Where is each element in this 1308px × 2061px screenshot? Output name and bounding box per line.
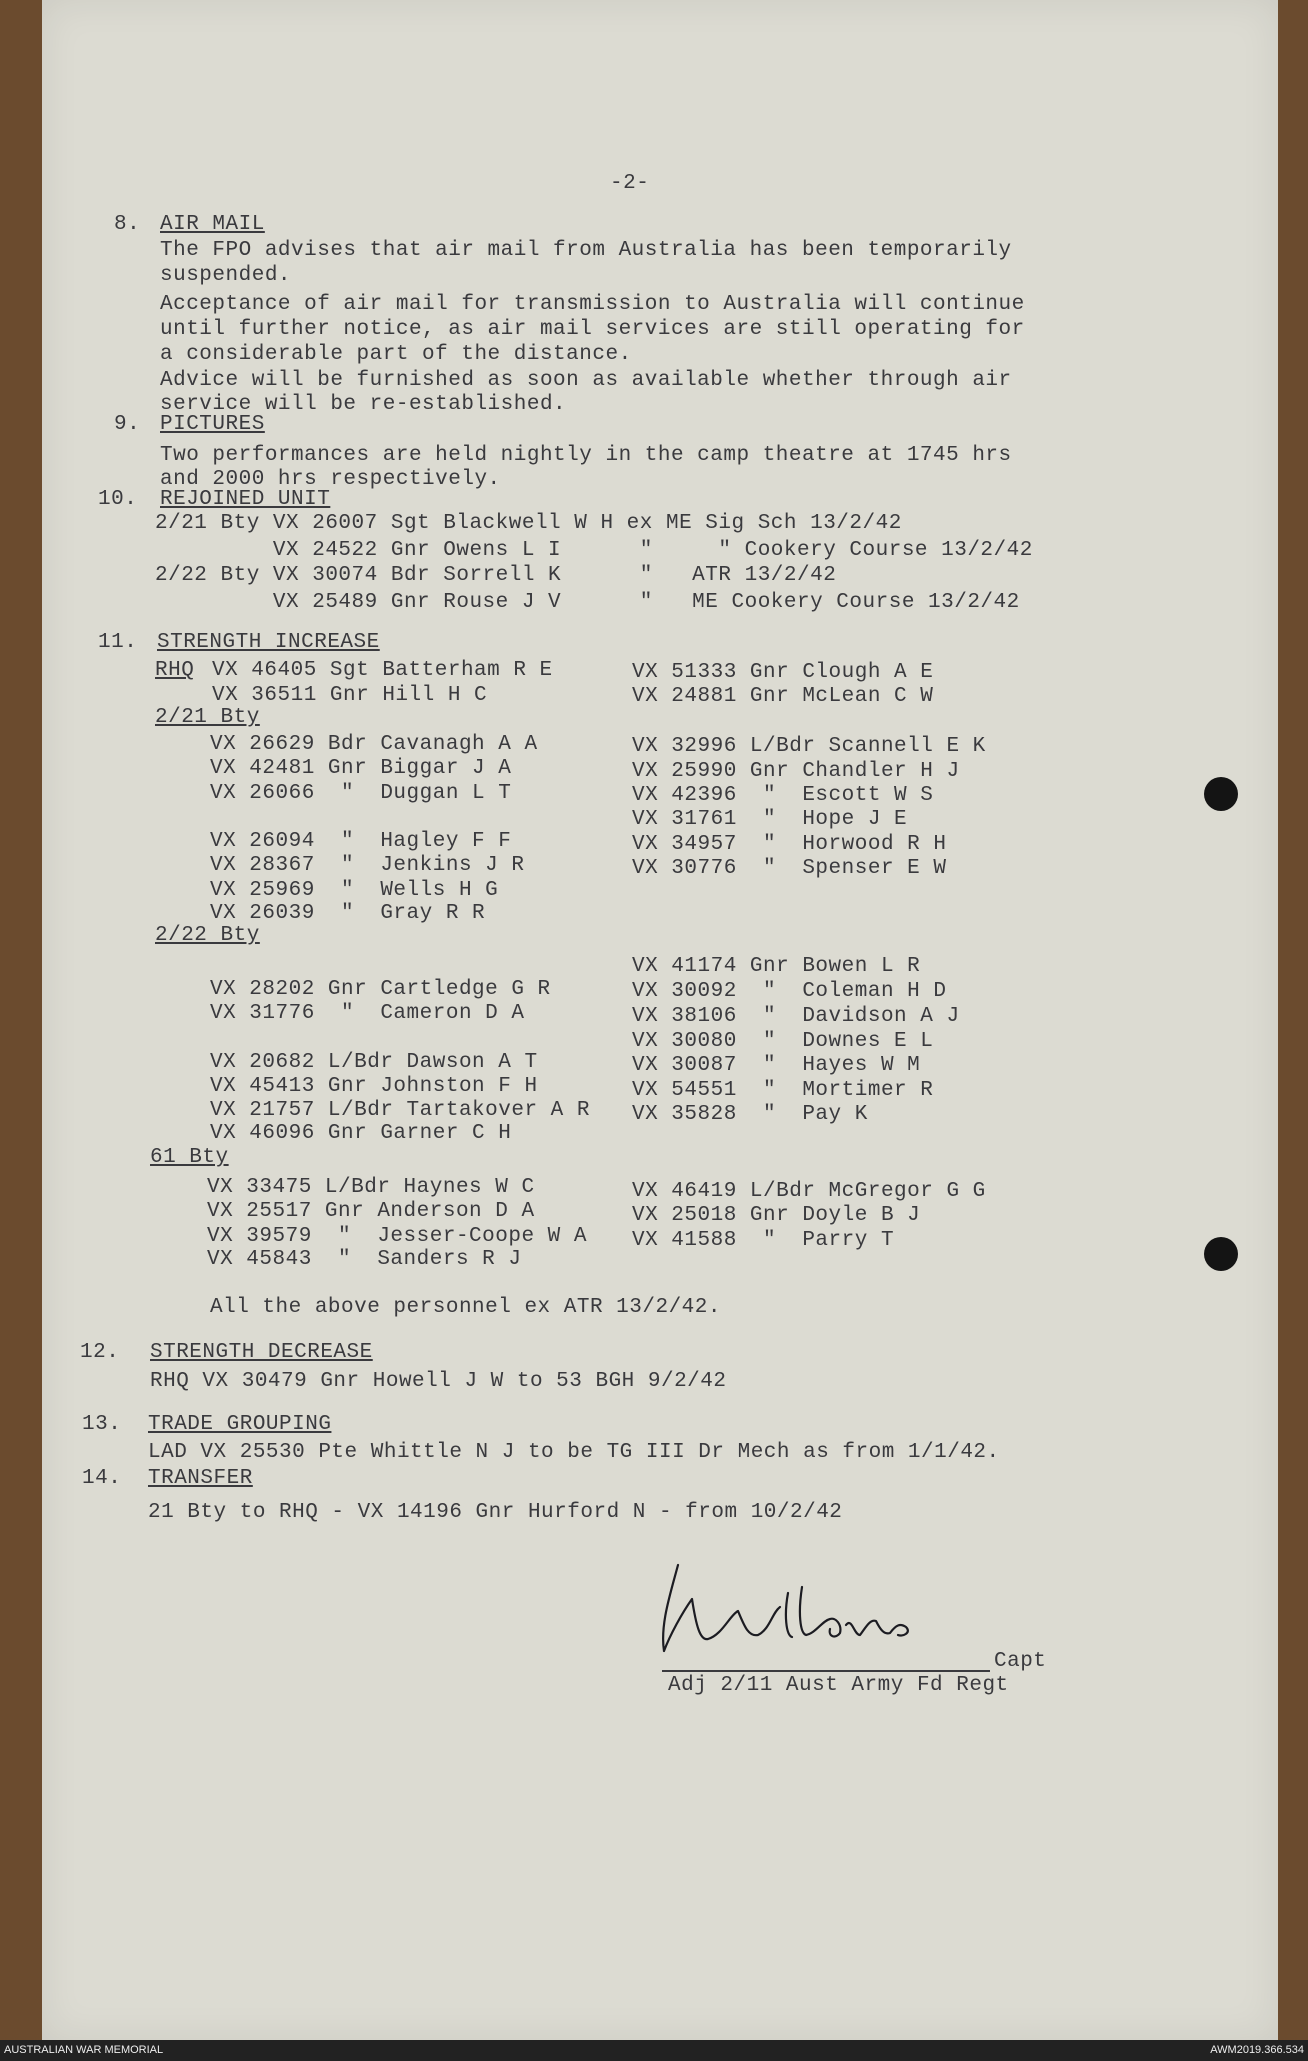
personnel-entry: VX 42396 " Escott W S [632, 784, 934, 807]
personnel-entry: VX 20682 L/Bdr Dawson A T [210, 1051, 538, 1074]
section-heading: TRADE GROUPING [148, 1413, 332, 1436]
section-number: 14. [82, 1467, 122, 1490]
section-heading: STRENGTH DECREASE [150, 1341, 373, 1364]
section-number: 8. [114, 213, 141, 236]
personnel-entry: VX 31776 " Cameron D A [210, 1002, 525, 1025]
personnel-entry: VX 36511 Gnr Hill H C [212, 684, 488, 707]
section-number: 11. [98, 631, 138, 654]
personnel-entry: VX 51333 Gnr Clough A E [632, 661, 934, 684]
page-number: -2- [610, 172, 650, 195]
personnel-entry: VX 26629 Bdr Cavanagh A A [210, 733, 538, 756]
personnel-entry: VX 45843 " Sanders R J [207, 1248, 522, 1271]
text-line: 21 Bty to RHQ - VX 14196 Gnr Hurford N - from 10/2/42 [148, 1501, 843, 1524]
text-line: service will be re-established. [160, 393, 567, 416]
personnel-entry: VX 54551 " Mortimer R [632, 1079, 934, 1102]
text-line: Advice will be furnished as soon as available whether through air [160, 369, 1012, 392]
personnel-entry: VX 30092 " Coleman H D [632, 980, 947, 1003]
personnel-entry: VX 25018 Gnr Doyle B J [632, 1204, 921, 1227]
personnel-entry: VX 42481 Gnr Biggar J A [210, 757, 512, 780]
personnel-entry: VX 35828 " Pay K [632, 1103, 868, 1126]
personnel-entry: VX 30087 " Hayes W M [632, 1054, 921, 1077]
text-line: LAD VX 25530 Pte Whittle N J to be TG III Dr Mech as from 1/1/42. [148, 1441, 1000, 1464]
personnel-entry: VX 25990 Gnr Chandler H J [632, 760, 960, 783]
punch-hole [1204, 1237, 1238, 1271]
text-line: 2/22 Bty VX 30074 Bdr Sorrell K " ATR 13/2/42 [155, 564, 837, 587]
personnel-entry: VX 30080 " Downes E L [632, 1030, 934, 1053]
personnel-entry: VX 24881 Gnr McLean C W [632, 685, 934, 708]
archive-footer [0, 2040, 1308, 2061]
personnel-entry: VX 46096 Gnr Garner C H [210, 1122, 512, 1145]
personnel-entry: VX 46419 L/Bdr McGregor G G [632, 1180, 986, 1203]
text-line: until further notice, as air mail services are still operating for [160, 318, 1025, 341]
personnel-entry: VX 38106 " Davidson A J [632, 1005, 960, 1028]
section-heading: AIR MAIL [160, 213, 265, 236]
signatory-rank: Capt [994, 1650, 1047, 1673]
personnel-entry: VX 46405 Sgt Batterham R E [212, 659, 553, 682]
section-heading: REJOINED UNIT [160, 488, 331, 511]
personnel-entry: VX 28202 Gnr Cartledge G R [210, 978, 551, 1001]
group-label-2-22-bty: 2/22 Bty [155, 924, 260, 947]
section-number: 10. [98, 488, 138, 511]
footer-institution: AUSTRALIAN WAR MEMORIAL [4, 2044, 164, 2056]
personnel-entry: VX 32996 L/Bdr Scannell E K [632, 735, 986, 758]
text-line: All the above personnel ex ATR 13/2/42. [210, 1296, 721, 1319]
text-line: a considerable part of the distance. [160, 343, 632, 366]
section-number: 9. [114, 413, 141, 436]
personnel-entry: VX 21757 L/Bdr Tartakover A R [210, 1099, 590, 1122]
personnel-entry: VX 26094 " Hagley F F [210, 830, 512, 853]
text-line: and 2000 hrs respectively. [160, 468, 501, 491]
punch-hole [1204, 777, 1238, 811]
personnel-entry: VX 41174 Gnr Bowen L R [632, 955, 921, 978]
text-line: 2/21 Bty VX 26007 Sgt Blackwell W H ex ME Sig Sch 13/2/42 [155, 512, 902, 535]
signatory-appointment: Adj 2/11 Aust Army Fd Regt [668, 1674, 1009, 1697]
personnel-entry: VX 26039 " Gray R R [210, 902, 486, 925]
personnel-entry: VX 30776 " Spenser E W [632, 857, 947, 880]
personnel-entry: VX 25517 Gnr Anderson D A [207, 1200, 535, 1223]
section-heading: PICTURES [160, 413, 265, 436]
section-number: 12. [80, 1341, 120, 1364]
section-heading: TRANSFER [148, 1467, 253, 1490]
handwritten-signature [640, 1555, 970, 1665]
personnel-entry: VX 28367 " Jenkins J R [210, 854, 525, 877]
text-line: VX 24522 Gnr Owens L I " " Cookery Course 13/2/42 [155, 539, 1033, 562]
personnel-entry: VX 31761 " Hope J E [632, 808, 908, 831]
text-line: Two performances are held nightly in the camp theatre at 1745 hrs [160, 444, 1012, 467]
footer-reference: AWM2019.366.534 [1210, 2044, 1304, 2056]
personnel-entry: VX 25969 " Wells H G [210, 879, 499, 902]
group-label-rhq: RHQ [155, 659, 195, 682]
group-label-61-bty: 61 Bty [150, 1146, 229, 1169]
signature-line [662, 1670, 990, 1672]
personnel-entry: VX 39579 " Jesser-Coope W A [207, 1225, 587, 1248]
section-number: 13. [82, 1413, 122, 1436]
text-line: Acceptance of air mail for transmission to Australia will continue [160, 293, 1025, 316]
text-line: suspended. [160, 264, 292, 287]
personnel-entry: VX 34957 " Horwood R H [632, 833, 947, 856]
personnel-entry: VX 41588 " Parry T [632, 1229, 895, 1252]
personnel-entry: VX 45413 Gnr Johnston F H [210, 1075, 538, 1098]
text-line: VX 25489 Gnr Rouse J V " ME Cookery Course 13/2/42 [155, 591, 1020, 614]
text-line: The FPO advises that air mail from Australia has been temporarily [160, 239, 1012, 262]
personnel-entry: VX 26066 " Duggan L T [210, 782, 512, 805]
text-line: RHQ VX 30479 Gnr Howell J W to 53 BGH 9/2/42 [150, 1370, 727, 1393]
personnel-entry: VX 33475 L/Bdr Haynes W C [207, 1176, 535, 1199]
section-heading: STRENGTH INCREASE [157, 631, 380, 654]
group-label-2-21-bty: 2/21 Bty [155, 706, 260, 729]
